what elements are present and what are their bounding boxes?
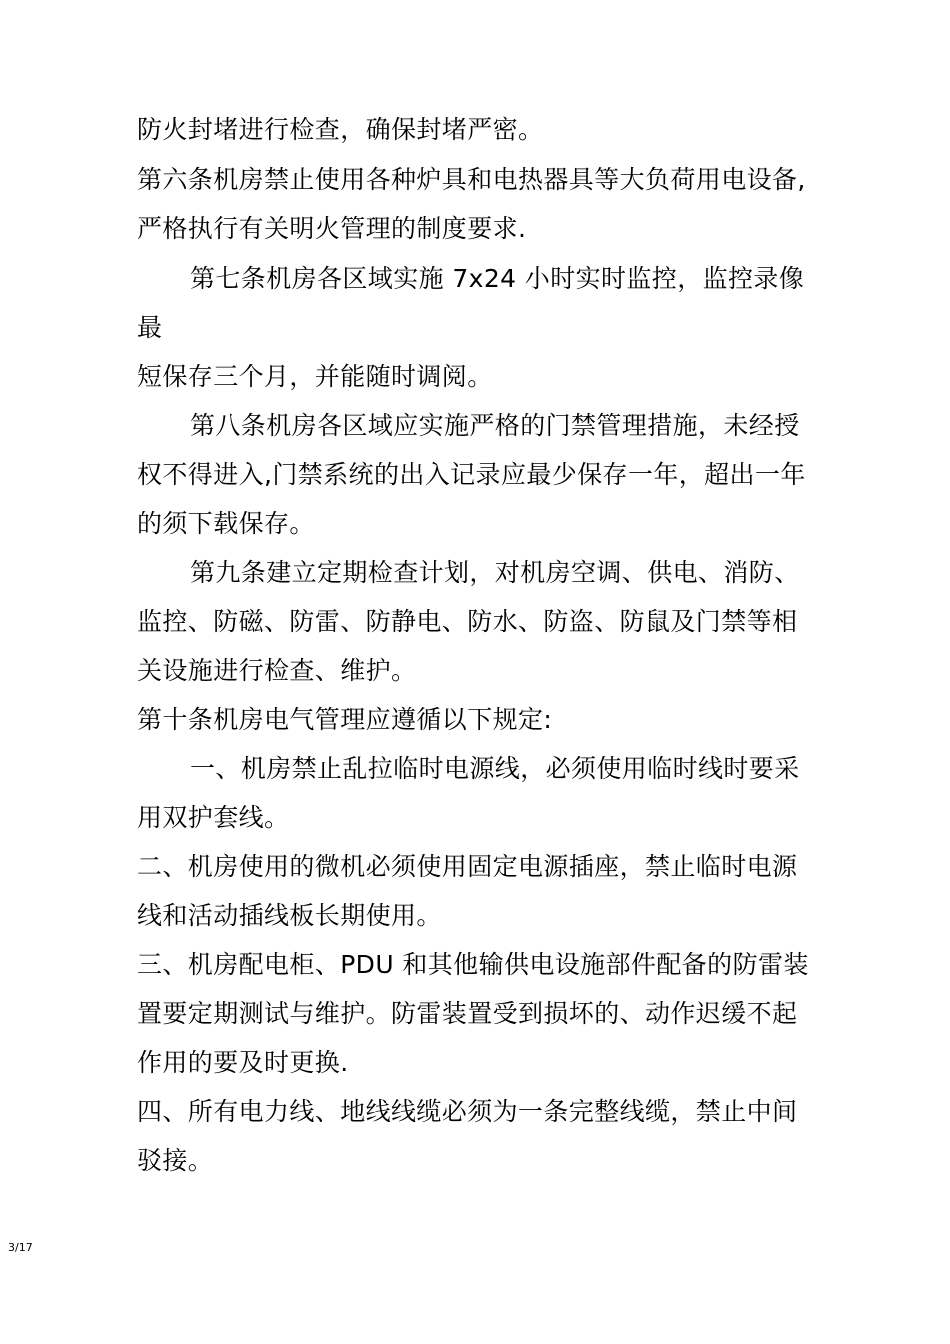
text-line: 的须下载保存。 [137,509,315,538]
text-line: 防火封堵进行检查，确保封堵严密。 [137,115,544,144]
text-line: 二、机房使用的微机必须使用固定电源插座，禁止临时电源 [137,852,798,881]
text-line: 驳接。 [137,1146,214,1175]
text-line: 用双护套线。 [137,803,290,832]
text-line: 最 [137,313,163,342]
text-line: 严格执行有关明火管理的制度要求. [137,214,527,243]
page-number: 3/17 [8,1241,33,1254]
text-line: 关设施进行检查、维护。 [137,656,417,685]
text-line: 监控、防磁、防雷、防静电、防水、防盗、防鼠及门禁等相 [137,607,798,636]
text-line: 第十条机房电气管理应遵循以下规定: [137,705,553,734]
text-line: 线和活动插线板长期使用。 [137,901,442,930]
text-line: 第七条机房各区域实施 7x24 小时实时监控，监控录像 [190,264,805,293]
text-line: 短保存三个月，并能随时调阅。 [137,362,493,391]
text-line: 第八条机房各区域应实施严格的门禁管理措施，未经授 [190,411,800,440]
text-line: 四、所有电力线、地线线缆必须为一条完整线缆，禁止中间 [137,1097,798,1126]
text-line: 第九条建立定期检查计划，对机房空调、供电、消防、 [190,558,800,587]
text-line: 作用的要及时更换. [137,1048,349,1077]
text-line: 三、机房配电柜、PDU 和其他输供电设施部件配备的防雷装 [137,950,809,979]
text-line: 权不得进入,门禁系统的出入记录应最少保存一年，超出一年 [137,460,806,489]
text-line: 第六条机房禁止使用各种炉具和电热器具等大负荷用电设备, [137,165,806,194]
text-line: 一、机房禁止乱拉临时电源线，必须使用临时线时要采 [190,754,800,783]
text-line: 置要定期测试与维护。防雷装置受到损坏的、动作迟缓不起 [137,999,798,1028]
